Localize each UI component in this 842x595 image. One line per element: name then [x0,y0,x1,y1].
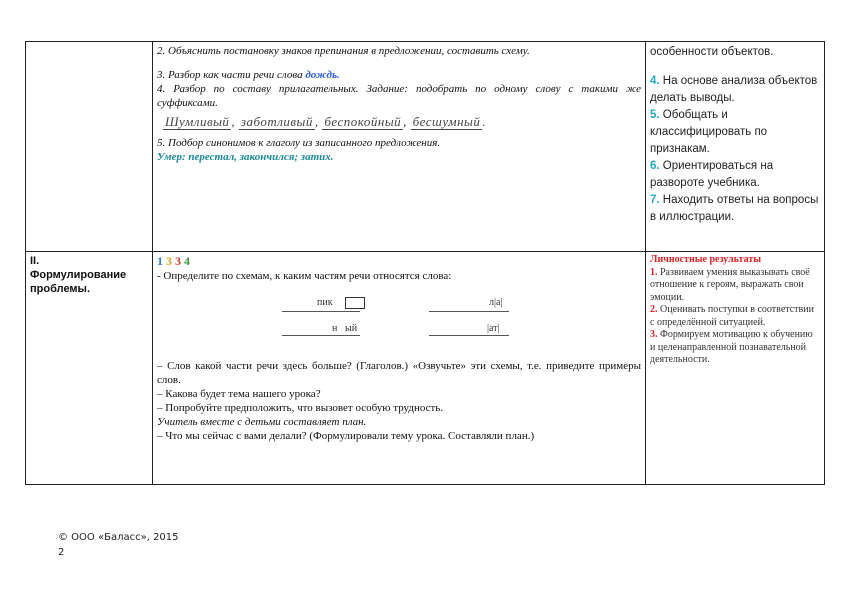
teacher-note: Учитель вместе с детьми составляет план. [157,416,367,428]
word-4: бесшумный [412,114,481,129]
scheme-ending-2: ый [345,323,358,334]
table-row [26,252,825,485]
word-schemes [157,289,641,351]
synonyms-answer: Умер: перестал, закончился; затих. [157,151,334,163]
copyright-footer: © ООО «Баласс», 2015 [58,532,179,543]
scheme-line-1 [282,311,360,312]
task-item-3: 3. Разбор как части речи слова дождь. [157,69,340,81]
activity-cell [153,42,646,252]
personal-item: 2. Оценивать поступки в соответствии с определённой ситуацией. [650,304,814,328]
scheme-suffix-2: |ат| [487,323,500,334]
outcomes-cell [646,252,825,485]
page-number: 2 [58,547,65,558]
scheme-suffix: л|а| [489,297,503,308]
activity-cell [153,252,646,485]
personal-results [650,254,820,367]
stage-cell [26,252,153,485]
square-1: 1 [157,254,166,268]
outcome-item: 4. На основе анализа объектов делать выводы. [650,75,818,104]
lesson-table [25,41,825,485]
question-4: – Что мы сейчас с вами делали? (Формулировали тему урока. Составляли план.) [157,430,535,442]
square-3: 3 [175,254,184,268]
outcomes-cell [646,42,825,252]
table-row [26,42,825,252]
outcome-item: 5. Обобщать и классифицировать по признакам. [650,109,768,155]
task-item-4: 4. Разбор по составу прилагательных. Задание: подобрать по одному слову с такими же суффиксами. [157,83,641,109]
stage-cell [26,42,153,252]
word-1: Шумливый [165,114,230,129]
scheme-root-1: пик [317,297,333,308]
outcomes-list [650,44,820,226]
task-text: - Определите по схемам, к каким частям речи относятся слова: [157,270,452,282]
stage-title: Формулирование проблемы. [30,269,127,295]
outcome-item: 6. Ориентироваться на развороте учебника. [650,160,774,189]
highlight-word: дождь. [305,69,340,81]
personal-results-title: Личностные результаты [650,254,762,265]
question-3: – Попробуйте предположить, что вызовет особую трудность. [157,402,444,414]
question-1: – Слов какой части речи здесь больше? (Глаголов.) «Озвучьте» эти схемы, т.е. приведите примеры слов. [157,360,641,386]
outcome-item: 7. Находить ответы на вопросы в иллюстрации. [650,194,819,223]
outcome-intro: особенности объектов. [650,46,774,58]
square-4: 4 [184,254,193,268]
task-item-2: 2. Объяснить постановку знаков препинания в предложении, составить схему. [157,45,530,57]
stage-number: II. [30,255,40,267]
word-3: беспокойный [324,114,402,129]
difficulty-squares [157,254,641,269]
scheme-line-2 [429,311,509,312]
square-2: 3 [166,254,175,268]
scheme-root-2: н [332,323,338,334]
question-2: – Какова будет тема нашего урока? [157,388,321,400]
personal-item: 3. Формируем мотивацию к обучению и целенаправленной познавательной деятельности. [650,329,813,365]
adjectives-list: Шумливый , заботливый , беспокойный , бесшумный . [165,114,487,129]
word-2: заботливый [240,114,313,129]
personal-item: 1. Развиваем умения выказывать своё отношение к героям, выражать свои эмоции. [650,266,810,303]
scheme-ending-box [345,297,365,309]
scheme-line-4 [429,335,509,336]
task-item-5: 5. Подбор синонимов к глаголу из записанного предложения. [157,137,441,149]
scheme-line-3 [282,335,360,336]
